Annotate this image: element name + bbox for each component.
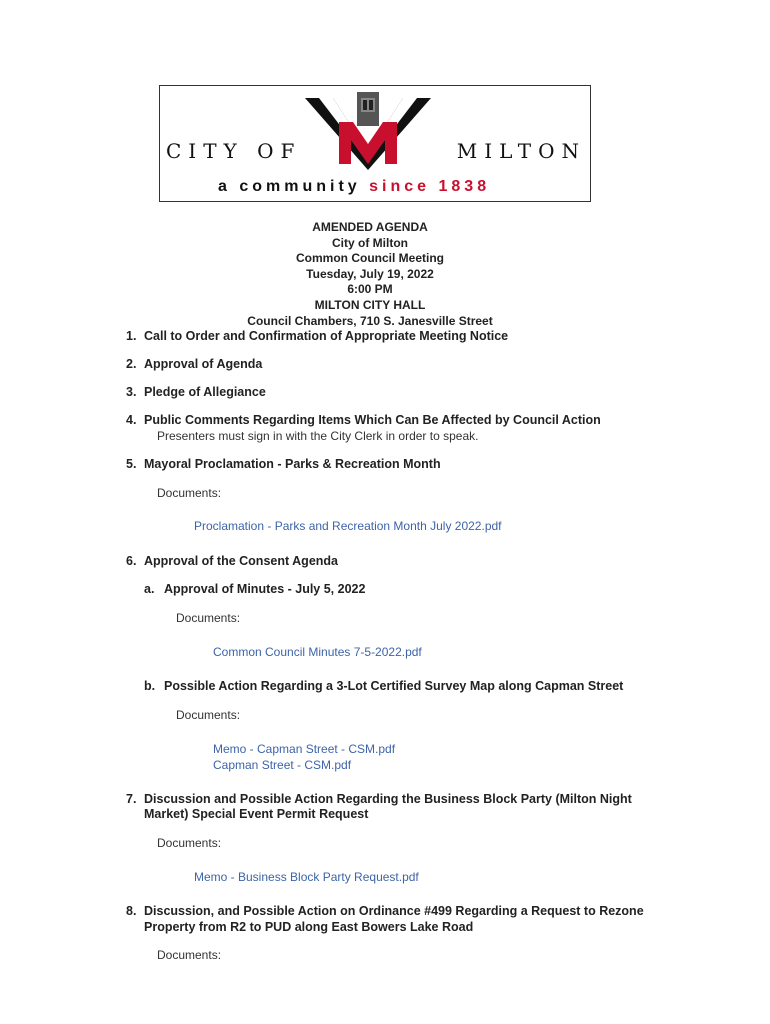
agenda-item-8-continued	[144, 919, 473, 935]
agenda-item-6b	[144, 678, 623, 694]
item-title: Approval of the Consent Agenda	[144, 554, 338, 568]
documents-label: Documents:	[176, 708, 241, 722]
item-title: Approval of Minutes - July 5, 2022	[164, 582, 366, 596]
item-number: b.	[144, 679, 156, 693]
agenda-item-7	[126, 791, 632, 807]
proclamation-pdf-link[interactable]: Proclamation - Parks and Recreation Month July 2022.pdf	[194, 519, 502, 533]
item-title-line1: Discussion and Possible Action Regarding the Business Block Party (Milton Night	[144, 792, 632, 806]
item-number: 3.	[126, 385, 137, 399]
agenda-item-7-continued	[144, 806, 368, 822]
agenda-time: 6:00 PM	[347, 282, 393, 297]
capman-csm-pdf-link[interactable]: Capman Street - CSM.pdf	[213, 758, 352, 772]
agenda-item-5	[126, 456, 441, 472]
item-number: 7.	[126, 792, 137, 806]
logo-milton-text: MILTON	[456, 139, 586, 163]
item-4-note: Presenters must sign in with the City Clerk in order to speak.	[157, 429, 479, 443]
item-title: Mayoral Proclamation - Parks & Recreation Month	[144, 457, 441, 471]
documents-label: Documents:	[157, 486, 222, 500]
documents-label: Documents:	[176, 611, 241, 625]
item-number: 4.	[126, 413, 137, 427]
logo-tagline	[218, 178, 490, 196]
agenda-item-4	[126, 412, 601, 428]
item-number: 1.	[126, 329, 137, 343]
documents-label: Documents:	[157, 836, 222, 850]
agenda-item-2	[126, 356, 262, 372]
agenda-item-1	[126, 328, 508, 344]
item-title: Approval of Agenda	[144, 357, 263, 371]
item-number: a.	[144, 582, 155, 596]
item-number: 2.	[126, 357, 137, 371]
agenda-item-3	[126, 384, 266, 400]
agenda-venue: MILTON CITY HALL	[314, 297, 426, 312]
item-title: Possible Action Regarding a 3-Lot Certified Survey Map along Capman Street	[164, 679, 624, 693]
city-logo	[159, 85, 591, 202]
item-title-line2: Market) Special Event Permit Request	[144, 807, 369, 821]
item-title-line1: Discussion, and Possible Action on Ordinance #499 Regarding a Request to Rezone	[144, 904, 644, 918]
agenda-item-6a	[144, 581, 365, 597]
agenda-item-6	[126, 553, 338, 569]
item-number: 5.	[126, 457, 137, 471]
agenda-city: City of Milton	[332, 235, 408, 250]
agenda-header	[0, 220, 740, 329]
block-party-memo-pdf-link[interactable]: Memo - Business Block Party Request.pdf	[194, 870, 419, 884]
logo-city-text: CITY OF	[166, 139, 302, 163]
agenda-location: Council Chambers, 710 S. Janesville Street	[247, 313, 493, 328]
item-title: Pledge of Allegiance	[144, 385, 266, 399]
item-number: 6.	[126, 554, 137, 568]
item-title-line2: Property from R2 to PUD along East Bowers Lake Road	[144, 920, 474, 934]
agenda-date: Tuesday, July 19, 2022	[306, 266, 434, 281]
item-title: Call to Order and Confirmation of Appropriate Meeting Notice	[144, 329, 509, 343]
documents-label: Documents:	[157, 948, 222, 962]
logo-tagline-community: a community	[218, 178, 361, 195]
minutes-pdf-link[interactable]: Common Council Minutes 7-5-2022.pdf	[213, 645, 422, 659]
item-title: Public Comments Regarding Items Which Can Be Affected by Council Action	[144, 413, 601, 427]
item-number: 8.	[126, 904, 137, 918]
agenda-item-8	[126, 903, 644, 919]
agenda-title: AMENDED AGENDA	[312, 220, 428, 234]
agenda-meeting-type: Common Council Meeting	[296, 251, 444, 266]
logo-tagline-since: since 1838	[369, 178, 491, 195]
milton-m-emblem-icon	[303, 92, 433, 172]
capman-memo-pdf-link[interactable]: Memo - Capman Street - CSM.pdf	[213, 742, 396, 756]
